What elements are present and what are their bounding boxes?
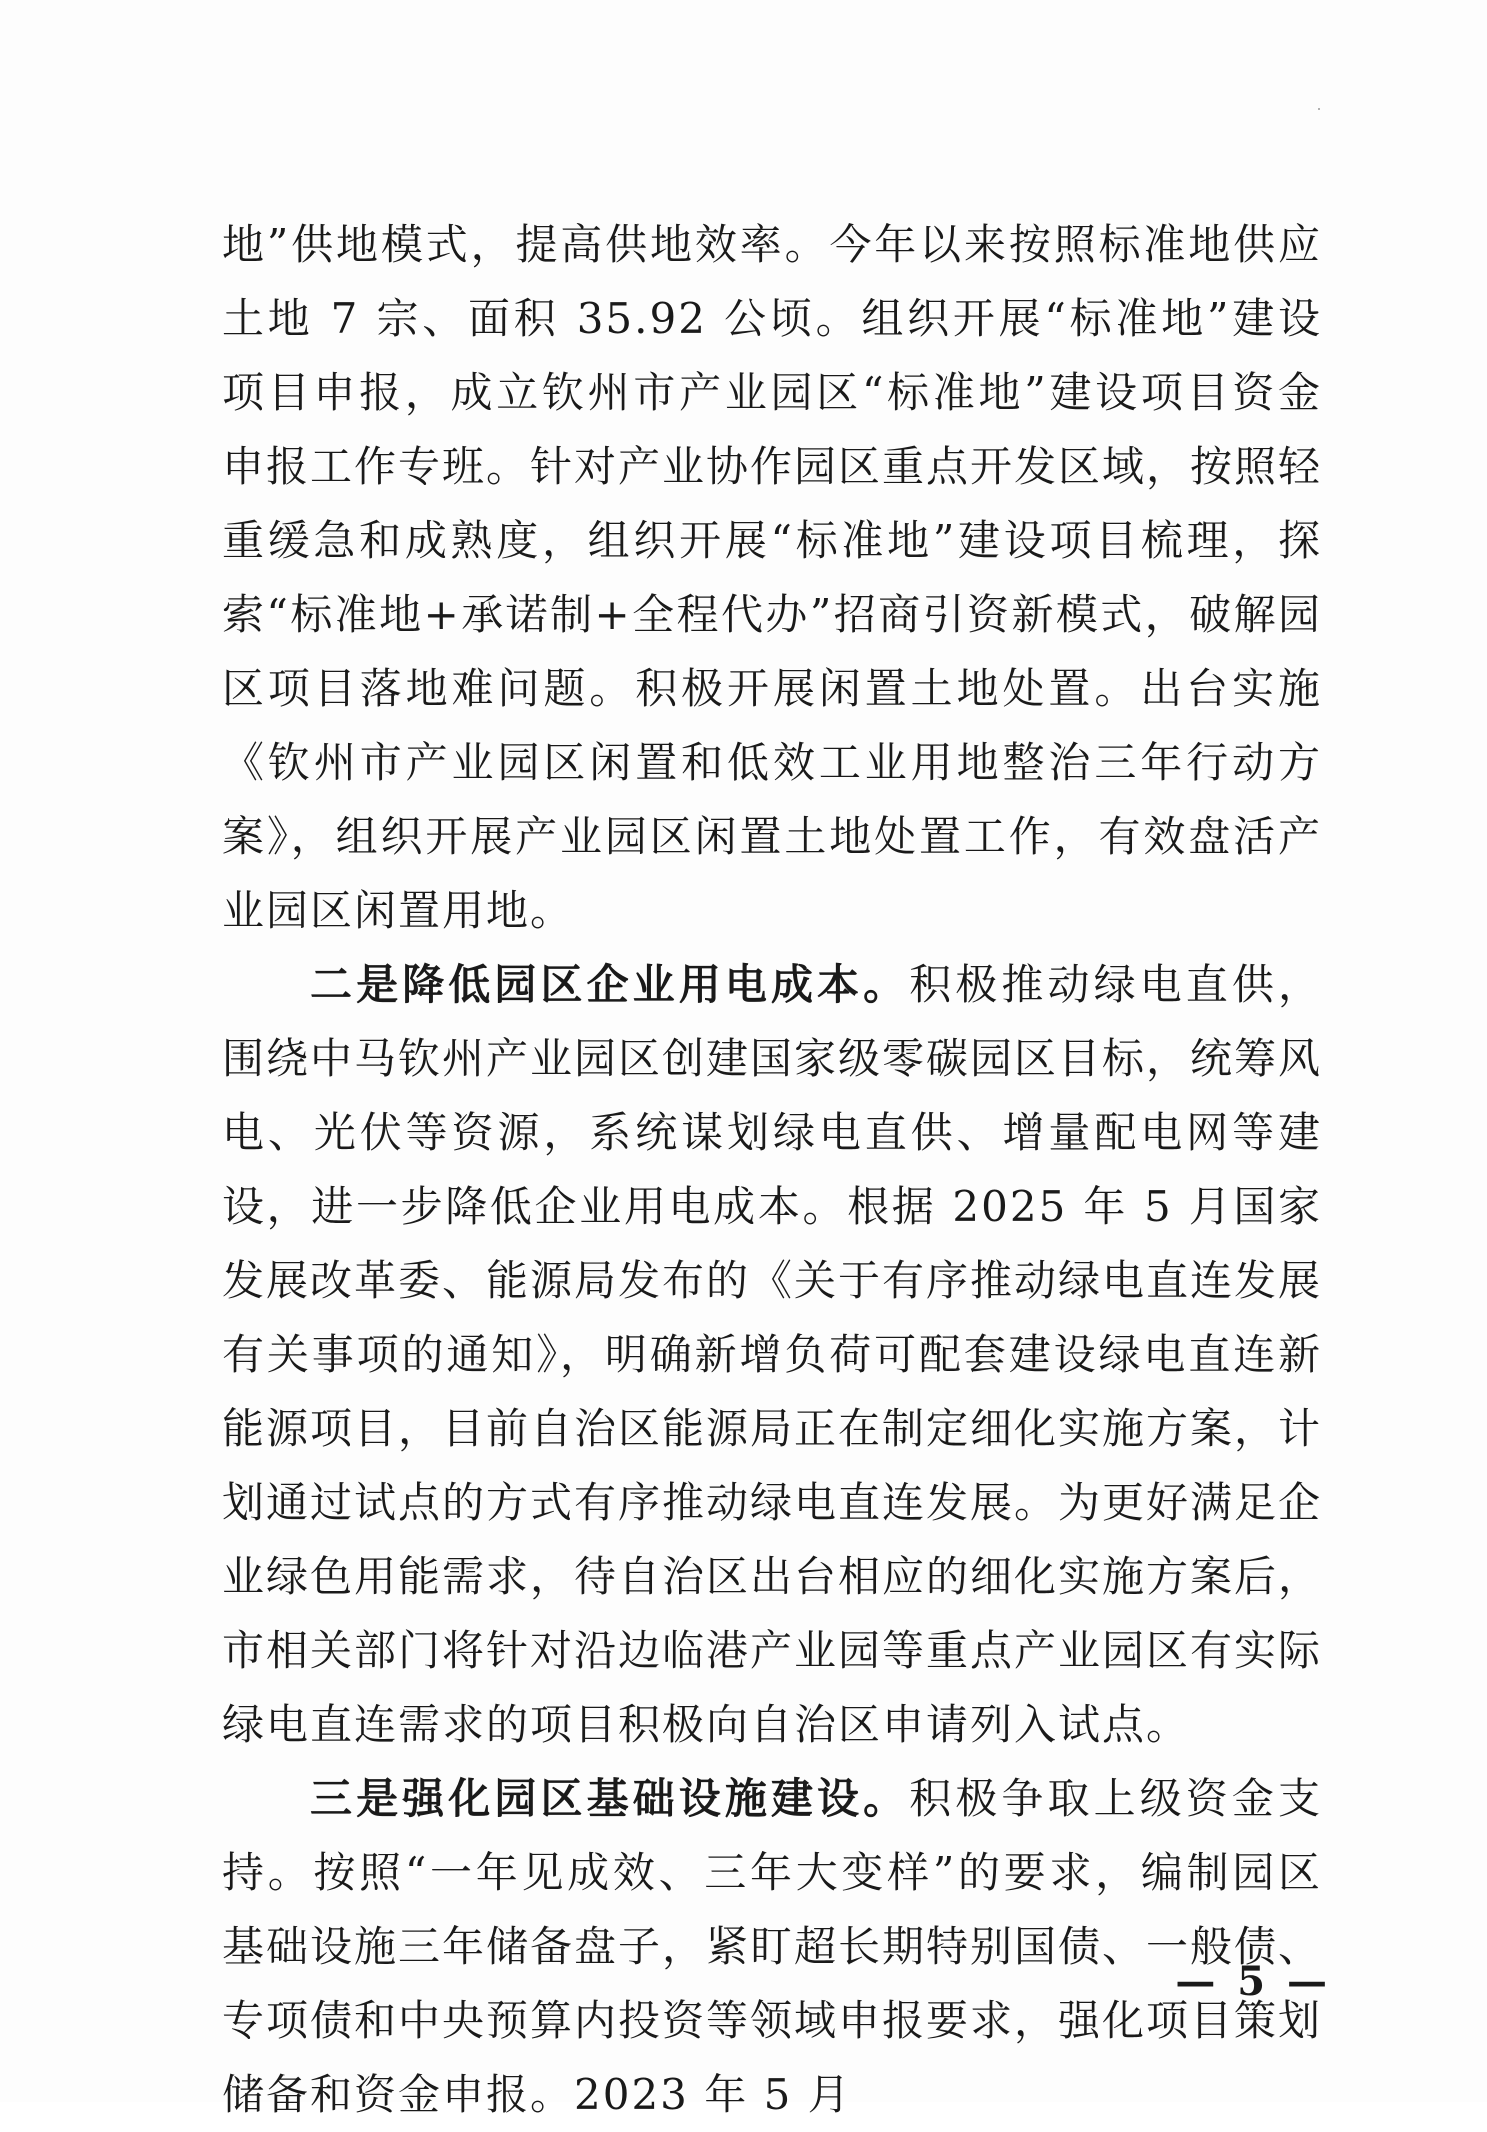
paragraph-infrastructure bbox=[222, 1762, 1322, 2132]
paragraph-1-text: 地”供地模式，提高供地效率。今年以来按照标准地供应土地 7 宗、面积 35.92 公顷。组织开展“标准地”建设项目申报，成立钦州市产业园区“标准地”建设项目资金申报工作专班。针对产业协作园区重点开发区域，按照轻重缓急和成熟度，组织开展“标准地”建设项目梳理，探索“标准地+承诺制+全程代办”招商引资新模式，破解园区项目落地难问题。积极开展闲置土地处置。出台实施《钦州市产业园区闲置和低效工业用地整治三年行动方案》，组织开展产业园区闲置土地处置工作，有效盘活产业园区闲置用地。 bbox=[222, 220, 1323, 935]
paragraph-land-supply bbox=[222, 208, 1322, 948]
paragraph-electricity-cost bbox=[222, 948, 1322, 1762]
paragraph-2-lead: 二是降低园区企业用电成本。 bbox=[310, 960, 910, 1009]
paragraph-2-text: 积极推动绿电直供，围绕中马钦州产业园区创建国家级零碳园区目标，统筹风电、光伏等资源，系统谋划绿电直供、增量配电网等建设，进一步降低企业用电成本。根据 2025 年 5 月国家发展改革委、能源局发布的《关于有序推动绿电直连发展有关事项的通知》，明确新增负荷可配套建设绿电直连新能源项目，目前自治区能源局正在制定细化实施方案，计划通过试点的方式有序推动绿电直连发展。为更好满足企业绿色用能需求，待自治区出台相应的细化实施方案后，市相关部门将针对沿边临港产业园等重点产业园区有实际绿电直连需求的项目积极向自治区申请列入试点。 bbox=[222, 960, 1323, 1749]
paragraph-3-lead: 三是强化园区基础设施建设。 bbox=[310, 1774, 910, 1823]
page-number: — 5 — bbox=[1175, 1958, 1331, 2005]
paragraph-3-text: 积极争取上级资金支持。按照“一年见成效、三年大变样”的要求，编制园区基础设施三年储备盘子，紧盯超长期特别国债、一般债、专项债和中央预算内投资等领域申报要求，强化项目策划储备和资金申报。2023 年 5 月 bbox=[222, 1774, 1323, 2119]
scan-speck bbox=[1318, 108, 1320, 110]
document-body bbox=[222, 208, 1322, 2132]
